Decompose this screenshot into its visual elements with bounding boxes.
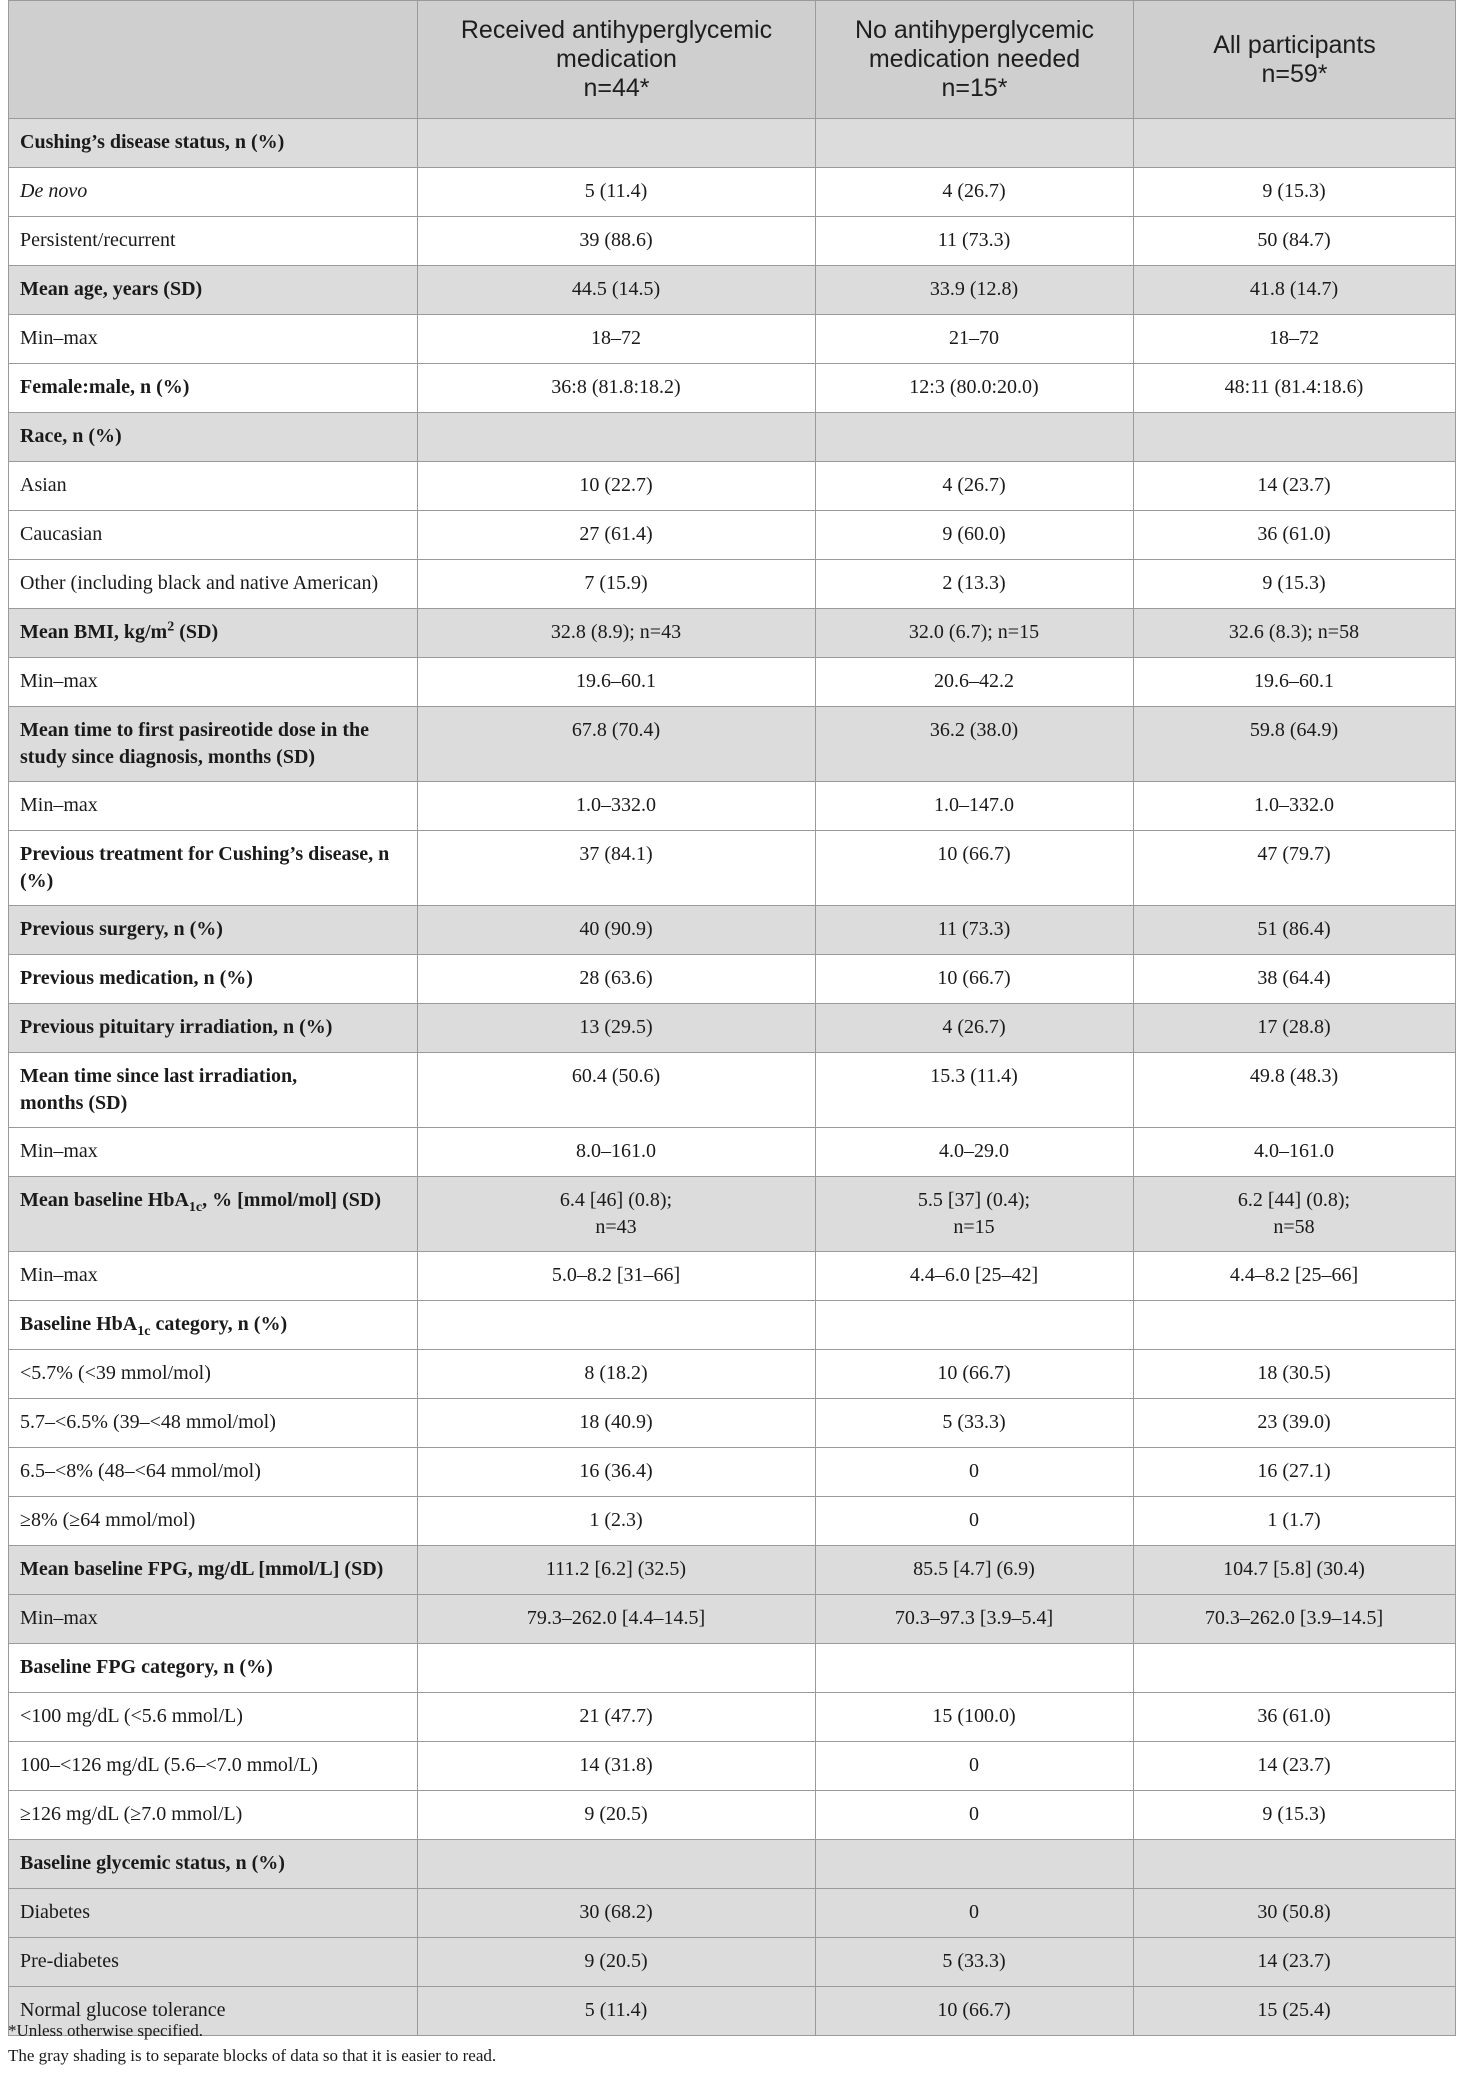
value-no-medication: 32.0 (6.7); n=15 <box>816 609 1134 658</box>
table-row <box>9 1546 1456 1595</box>
value-no-medication: 11 (73.3) <box>816 906 1134 955</box>
row-label: Previous medication, n (%) <box>9 955 418 1004</box>
row-label: Baseline glycemic status, n (%) <box>9 1840 418 1889</box>
value-no-medication: 21–70 <box>816 315 1134 364</box>
value-received-medication <box>418 1644 816 1693</box>
table-row <box>9 1742 1456 1791</box>
value-received-medication: 19.6–60.1 <box>418 658 816 707</box>
table-row <box>9 1252 1456 1301</box>
table-row <box>9 609 1456 658</box>
value-all-participants: 6.2 [44] (0.8); n=58 <box>1134 1177 1456 1252</box>
table-row <box>9 1595 1456 1644</box>
value-received-medication: 60.4 (50.6) <box>418 1053 816 1128</box>
value-no-medication: 2 (13.3) <box>816 560 1134 609</box>
value-all-participants: 16 (27.1) <box>1134 1448 1456 1497</box>
value-all-participants: 14 (23.7) <box>1134 1938 1456 1987</box>
value-all-participants: 14 (23.7) <box>1134 1742 1456 1791</box>
table-footnotes <box>8 2018 496 2068</box>
table-row <box>9 1177 1456 1252</box>
value-received-medication <box>418 413 816 462</box>
row-label-superscript: 2 <box>167 619 175 635</box>
value-all-participants: 49.8 (48.3) <box>1134 1053 1456 1128</box>
value-received-medication: 27 (61.4) <box>418 511 816 560</box>
value-no-medication: 4 (26.7) <box>816 1004 1134 1053</box>
value-all-participants: 104.7 [5.8] (30.4) <box>1134 1546 1456 1595</box>
table-row <box>9 511 1456 560</box>
value-received-medication: 14 (31.8) <box>418 1742 816 1791</box>
row-label: Asian <box>9 462 418 511</box>
row-label: Diabetes <box>9 1889 418 1938</box>
table-row <box>9 315 1456 364</box>
row-label: Mean time since last irradiation, months (SD) <box>9 1053 418 1128</box>
value-no-medication: 0 <box>816 1497 1134 1546</box>
row-label-part: (SD) <box>174 621 219 643</box>
row-label-part: Mean BMI, kg/m <box>20 621 168 643</box>
row-label: 100–<126 mg/dL (5.6–<7.0 mmol/L) <box>9 1742 418 1791</box>
value-no-medication: 15.3 (11.4) <box>816 1053 1134 1128</box>
value-all-participants: 9 (15.3) <box>1134 560 1456 609</box>
value-received-medication: 67.8 (70.4) <box>418 707 816 782</box>
value-all-participants: 38 (64.4) <box>1134 955 1456 1004</box>
value-no-medication: 15 (100.0) <box>816 1693 1134 1742</box>
row-label: ≥8% (≥64 mmol/mol) <box>9 1497 418 1546</box>
value-all-participants: 48:11 (81.4:18.6) <box>1134 364 1456 413</box>
value-received-medication: 9 (20.5) <box>418 1938 816 1987</box>
table-row <box>9 1889 1456 1938</box>
row-label: Caucasian <box>9 511 418 560</box>
table-row <box>9 955 1456 1004</box>
value-all-participants: 36 (61.0) <box>1134 511 1456 560</box>
row-label: Min–max <box>9 315 418 364</box>
value-no-medication: 10 (66.7) <box>816 1350 1134 1399</box>
table-row <box>9 782 1456 831</box>
value-received-medication: 37 (84.1) <box>418 831 816 906</box>
footnote: The gray shading is to separate blocks of data so that it is easier to read. <box>8 2046 497 2065</box>
value-all-participants: 32.6 (8.3); n=58 <box>1134 609 1456 658</box>
table-row <box>9 1053 1456 1128</box>
value-no-medication <box>816 119 1134 168</box>
value-received-medication: 13 (29.5) <box>418 1004 816 1053</box>
row-label-part: category, n (%) <box>150 1313 288 1335</box>
table-row <box>9 1693 1456 1742</box>
row-label-subscript: 1c <box>137 1324 151 1339</box>
value-received-medication: 5 (11.4) <box>418 168 816 217</box>
value-no-medication <box>816 1301 1134 1350</box>
header-received-medication: Received antihyperglycemic medication n=44* <box>418 1 816 119</box>
value-received-medication: 1.0–332.0 <box>418 782 816 831</box>
value-received-medication: 28 (63.6) <box>418 955 816 1004</box>
table-row <box>9 1448 1456 1497</box>
value-no-medication: 4.4–6.0 [25–42] <box>816 1252 1134 1301</box>
value-all-participants: 1 (1.7) <box>1134 1497 1456 1546</box>
value-received-medication <box>418 1840 816 1889</box>
value-received-medication: 44.5 (14.5) <box>418 266 816 315</box>
table-row <box>9 119 1456 168</box>
row-label: Previous surgery, n (%) <box>9 906 418 955</box>
value-no-medication: 11 (73.3) <box>816 217 1134 266</box>
value-received-medication: 32.8 (8.9); n=43 <box>418 609 816 658</box>
row-label: Min–max <box>9 1595 418 1644</box>
value-all-participants <box>1134 119 1456 168</box>
value-received-medication: 111.2 [6.2] (32.5) <box>418 1546 816 1595</box>
value-no-medication: 10 (66.7) <box>816 831 1134 906</box>
value-all-participants: 41.8 (14.7) <box>1134 266 1456 315</box>
row-label: Previous treatment for Cushing’s disease, n (%) <box>9 831 418 906</box>
row-label-part: , % [mmol/mol] (SD) <box>202 1189 381 1211</box>
header-row <box>9 1 1456 119</box>
row-label: Previous pituitary irradiation, n (%) <box>9 1004 418 1053</box>
row-label: Min–max <box>9 782 418 831</box>
row-label <box>9 1177 418 1252</box>
row-label: Other (including black and native American) <box>9 560 418 609</box>
value-received-medication <box>418 119 816 168</box>
value-all-participants: 36 (61.0) <box>1134 1693 1456 1742</box>
value-no-medication: 9 (60.0) <box>816 511 1134 560</box>
value-received-medication: 18 (40.9) <box>418 1399 816 1448</box>
row-label <box>9 1301 418 1350</box>
baseline-characteristics-table <box>8 0 1456 2036</box>
value-received-medication: 5 (11.4) <box>418 1987 816 2036</box>
value-all-participants: 4.0–161.0 <box>1134 1128 1456 1177</box>
table-row <box>9 1128 1456 1177</box>
table-row <box>9 1497 1456 1546</box>
table-row <box>9 1791 1456 1840</box>
value-received-medication: 40 (90.9) <box>418 906 816 955</box>
value-received-medication <box>418 1301 816 1350</box>
value-no-medication: 36.2 (38.0) <box>816 707 1134 782</box>
table-row <box>9 364 1456 413</box>
table-row <box>9 462 1456 511</box>
table-row <box>9 658 1456 707</box>
value-all-participants: 47 (79.7) <box>1134 831 1456 906</box>
table-row <box>9 413 1456 462</box>
value-all-participants: 17 (28.8) <box>1134 1004 1456 1053</box>
value-no-medication <box>816 413 1134 462</box>
value-no-medication: 5 (33.3) <box>816 1399 1134 1448</box>
table-row <box>9 1004 1456 1053</box>
value-received-medication: 79.3–262.0 [4.4–14.5] <box>418 1595 816 1644</box>
value-all-participants: 51 (86.4) <box>1134 906 1456 955</box>
row-label: <100 mg/dL (<5.6 mmol/L) <box>9 1693 418 1742</box>
row-label: Pre-diabetes <box>9 1938 418 1987</box>
value-no-medication: 4 (26.7) <box>816 168 1134 217</box>
value-all-participants: 23 (39.0) <box>1134 1399 1456 1448</box>
table-row <box>9 1840 1456 1889</box>
value-all-participants: 59.8 (64.9) <box>1134 707 1456 782</box>
value-received-medication: 36:8 (81.8:18.2) <box>418 364 816 413</box>
value-received-medication: 21 (47.7) <box>418 1693 816 1742</box>
table-row <box>9 1938 1456 1987</box>
value-no-medication: 85.5 [4.7] (6.9) <box>816 1546 1134 1595</box>
value-received-medication: 6.4 [46] (0.8); n=43 <box>418 1177 816 1252</box>
value-all-participants: 18 (30.5) <box>1134 1350 1456 1399</box>
row-label: ≥126 mg/dL (≥7.0 mmol/L) <box>9 1791 418 1840</box>
row-label: 5.7–<6.5% (39–<48 mmol/mol) <box>9 1399 418 1448</box>
table-row <box>9 560 1456 609</box>
row-label: Mean age, years (SD) <box>9 266 418 315</box>
value-no-medication: 12:3 (80.0:20.0) <box>816 364 1134 413</box>
value-received-medication: 8.0–161.0 <box>418 1128 816 1177</box>
table-row <box>9 1399 1456 1448</box>
value-no-medication: 5.5 [37] (0.4); n=15 <box>816 1177 1134 1252</box>
value-received-medication: 16 (36.4) <box>418 1448 816 1497</box>
row-label: Cushing’s disease status, n (%) <box>9 119 418 168</box>
value-no-medication: 10 (66.7) <box>816 1987 1134 2036</box>
table-row <box>9 831 1456 906</box>
value-all-participants: 15 (25.4) <box>1134 1987 1456 2036</box>
value-all-participants <box>1134 1301 1456 1350</box>
table-row <box>9 1350 1456 1399</box>
header-all-participants: All participants n=59* <box>1134 1 1456 119</box>
row-label: Min–max <box>9 1128 418 1177</box>
value-all-participants: 14 (23.7) <box>1134 462 1456 511</box>
value-no-medication <box>816 1644 1134 1693</box>
header-blank-cell <box>9 1 418 119</box>
value-all-participants: 9 (15.3) <box>1134 168 1456 217</box>
value-received-medication: 9 (20.5) <box>418 1791 816 1840</box>
value-no-medication <box>816 1840 1134 1889</box>
row-label: 6.5–<8% (48–<64 mmol/mol) <box>9 1448 418 1497</box>
row-label: Min–max <box>9 1252 418 1301</box>
table-row <box>9 266 1456 315</box>
row-label: Baseline FPG category, n (%) <box>9 1644 418 1693</box>
table-row <box>9 217 1456 266</box>
value-no-medication: 4.0–29.0 <box>816 1128 1134 1177</box>
value-no-medication: 70.3–97.3 [3.9–5.4] <box>816 1595 1134 1644</box>
value-received-medication: 1 (2.3) <box>418 1497 816 1546</box>
value-no-medication: 20.6–42.2 <box>816 658 1134 707</box>
row-label: Min–max <box>9 658 418 707</box>
value-all-participants: 70.3–262.0 [3.9–14.5] <box>1134 1595 1456 1644</box>
value-received-medication: 7 (15.9) <box>418 560 816 609</box>
row-label: Female:male, n (%) <box>9 364 418 413</box>
value-all-participants: 30 (50.8) <box>1134 1889 1456 1938</box>
header-no-medication: No antihyperglycemic medication needed n=15* <box>816 1 1134 119</box>
value-all-participants <box>1134 413 1456 462</box>
row-label: Mean time to first pasireotide dose in the study since diagnosis, months (SD) <box>9 707 418 782</box>
value-all-participants: 19.6–60.1 <box>1134 658 1456 707</box>
value-all-participants: 50 (84.7) <box>1134 217 1456 266</box>
footnote: *Unless otherwise specified. <box>8 2021 203 2040</box>
value-received-medication: 39 (88.6) <box>418 217 816 266</box>
row-label-subscript: 1c <box>188 1200 203 1215</box>
table-row <box>9 707 1456 782</box>
table-body <box>9 119 1456 2036</box>
table-row <box>9 1644 1456 1693</box>
row-label: Normal glucose tolerance <box>9 1987 418 2036</box>
value-no-medication: 33.9 (12.8) <box>816 266 1134 315</box>
value-no-medication: 0 <box>816 1742 1134 1791</box>
row-label-part: Baseline HbA <box>20 1313 138 1335</box>
value-all-participants: 1.0–332.0 <box>1134 782 1456 831</box>
value-all-participants: 4.4–8.2 [25–66] <box>1134 1252 1456 1301</box>
value-all-participants: 18–72 <box>1134 315 1456 364</box>
value-all-participants: 9 (15.3) <box>1134 1791 1456 1840</box>
row-label: <5.7% (<39 mmol/mol) <box>9 1350 418 1399</box>
table-header <box>9 1 1456 119</box>
row-label: De novo <box>9 168 418 217</box>
value-no-medication: 5 (33.3) <box>816 1938 1134 1987</box>
row-label <box>9 609 418 658</box>
value-received-medication: 18–72 <box>418 315 816 364</box>
value-all-participants <box>1134 1840 1456 1889</box>
value-no-medication: 1.0–147.0 <box>816 782 1134 831</box>
table-row <box>9 1301 1456 1350</box>
row-label: Race, n (%) <box>9 413 418 462</box>
value-no-medication: 0 <box>816 1889 1134 1938</box>
row-label: Mean baseline FPG, mg/dL [mmol/L] (SD) <box>9 1546 418 1595</box>
value-received-medication: 30 (68.2) <box>418 1889 816 1938</box>
table-row <box>9 168 1456 217</box>
value-no-medication: 0 <box>816 1791 1134 1840</box>
value-no-medication: 4 (26.7) <box>816 462 1134 511</box>
table-row <box>9 906 1456 955</box>
row-label: Persistent/recurrent <box>9 217 418 266</box>
value-received-medication: 8 (18.2) <box>418 1350 816 1399</box>
row-label-part: Mean baseline HbA <box>20 1189 189 1211</box>
value-no-medication: 10 (66.7) <box>816 955 1134 1004</box>
value-no-medication: 0 <box>816 1448 1134 1497</box>
value-all-participants <box>1134 1644 1456 1693</box>
value-received-medication: 5.0–8.2 [31–66] <box>418 1252 816 1301</box>
value-received-medication: 10 (22.7) <box>418 462 816 511</box>
